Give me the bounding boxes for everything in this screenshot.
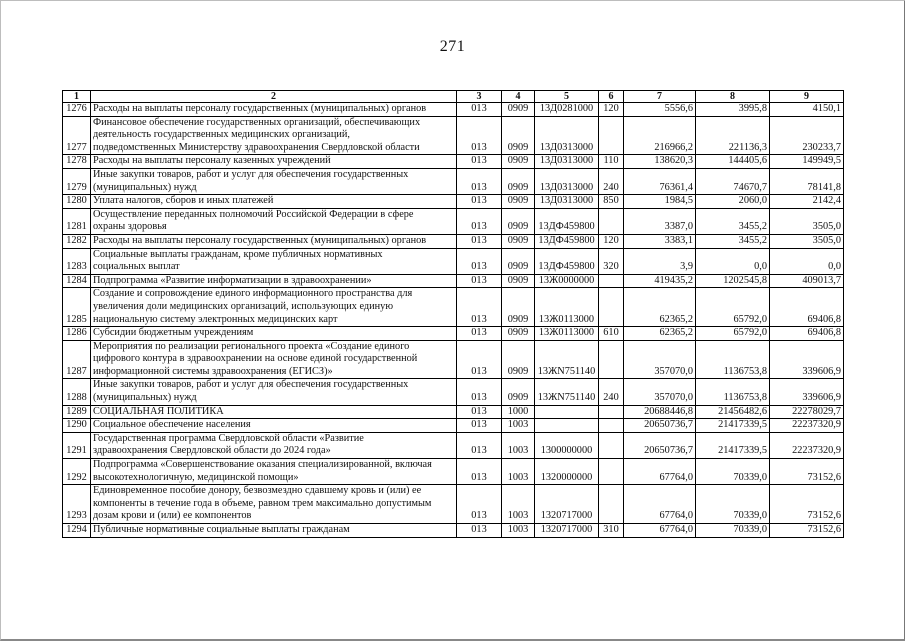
header-cell: 6 xyxy=(599,91,624,103)
row-name xyxy=(91,524,457,538)
row-name xyxy=(91,248,457,274)
row-number: 1286 xyxy=(63,327,91,341)
row-name xyxy=(91,485,457,524)
amount-col8: 21456482,6 xyxy=(696,405,770,419)
page-number: 271 xyxy=(439,38,466,55)
amount-col7: 62365,2 xyxy=(624,288,696,327)
row-name xyxy=(91,168,457,194)
admin-code: 013 xyxy=(457,405,502,419)
section-code: 0909 xyxy=(502,379,535,405)
amount-col7: 20650736,7 xyxy=(624,419,696,433)
row-number: 1278 xyxy=(63,155,91,169)
row-name xyxy=(91,340,457,379)
row-name-line: национальную систему электронных медицинских карт xyxy=(93,313,338,325)
admin-code: 013 xyxy=(457,248,502,274)
target-code: 13Д0313000 xyxy=(535,168,599,194)
amount-col9: 22237320,9 xyxy=(770,419,844,433)
budget-table xyxy=(62,90,844,538)
section-code: 0909 xyxy=(502,168,535,194)
expense-type-code xyxy=(599,419,624,433)
section-code: 1003 xyxy=(502,524,535,538)
row-number: 1291 xyxy=(63,432,91,458)
row-name xyxy=(91,208,457,234)
amount-col7: 1984,5 xyxy=(624,195,696,209)
row-name xyxy=(91,459,457,485)
row-name-line: Единовременное пособие донору, безвозмездно сдавшему кровь и (или) ее xyxy=(93,485,422,497)
target-code: 13Ж0000000 xyxy=(535,274,599,288)
section-code: 0909 xyxy=(502,274,535,288)
amount-col8: 70339,0 xyxy=(696,485,770,524)
expense-type-code xyxy=(599,288,624,327)
admin-code: 013 xyxy=(457,208,502,234)
section-code: 1003 xyxy=(502,432,535,458)
amount-col7: 357070,0 xyxy=(624,340,696,379)
admin-code: 013 xyxy=(457,274,502,288)
row-name xyxy=(91,432,457,458)
header-cell: 1 xyxy=(63,91,91,103)
amount-col7: 357070,0 xyxy=(624,379,696,405)
section-code: 1000 xyxy=(502,405,535,419)
expense-type-code: 110 xyxy=(599,155,624,169)
row-number: 1283 xyxy=(63,248,91,274)
amount-col8: 74670,7 xyxy=(696,168,770,194)
admin-code: 013 xyxy=(457,327,502,341)
section-code: 1003 xyxy=(502,459,535,485)
row-name xyxy=(91,419,457,433)
row-number: 1276 xyxy=(63,103,91,117)
row-name-line: компоненты в течение года в объеме, равном трем максимально допустимым xyxy=(93,497,432,509)
row-number: 1288 xyxy=(63,379,91,405)
target-code: 1320717000 xyxy=(535,524,599,538)
amount-col9: 69406,8 xyxy=(770,327,844,341)
target-code: 13Д0281000 xyxy=(535,103,599,117)
row-name xyxy=(91,234,457,248)
amount-col9: 409013,7 xyxy=(770,274,844,288)
target-code: 1320000000 xyxy=(535,459,599,485)
target-code: 13Д0313000 xyxy=(535,116,599,155)
amount-col9: 69406,8 xyxy=(770,288,844,327)
admin-code: 013 xyxy=(457,288,502,327)
amount-col8: 1136753,8 xyxy=(696,340,770,379)
row-name-line: Иные закупки товаров, работ и услуг для обеспечения государственных xyxy=(93,379,409,391)
section-code: 0909 xyxy=(502,116,535,155)
amount-col9: 73152,6 xyxy=(770,524,844,538)
row-number: 1279 xyxy=(63,168,91,194)
amount-col9: 2142,4 xyxy=(770,195,844,209)
target-code: 13ЖN751140 xyxy=(535,340,599,379)
table-row xyxy=(63,155,844,169)
row-number: 1277 xyxy=(63,116,91,155)
amount-col8: 3455,2 xyxy=(696,234,770,248)
table-row xyxy=(63,327,844,341)
target-code: 13Ж0113000 xyxy=(535,327,599,341)
row-name xyxy=(91,274,457,288)
row-name-line: Субсидии бюджетным учреждениям xyxy=(93,327,254,339)
target-code: 13Ж0113000 xyxy=(535,288,599,327)
row-name xyxy=(91,103,457,117)
admin-code: 013 xyxy=(457,432,502,458)
row-name-line: (муниципальных) нужд xyxy=(93,181,197,193)
row-name-line: Государственная программа Свердловской области «Развитие xyxy=(93,432,364,444)
target-code: 1320717000 xyxy=(535,485,599,524)
amount-col8: 65792,0 xyxy=(696,288,770,327)
table-row xyxy=(63,459,844,485)
header-cell: 5 xyxy=(535,91,599,103)
amount-col7: 216966,2 xyxy=(624,116,696,155)
expense-type-code: 610 xyxy=(599,327,624,341)
section-code: 0909 xyxy=(502,288,535,327)
admin-code: 013 xyxy=(457,459,502,485)
row-name-line: деятельность государственных медицинских организаций, xyxy=(93,129,350,141)
amount-col9: 3505,0 xyxy=(770,234,844,248)
row-name-line: Публичные нормативные социальные выплаты гражданам xyxy=(93,524,350,535)
table-header-row xyxy=(63,91,844,103)
table-row xyxy=(63,103,844,117)
amount-col8: 221136,3 xyxy=(696,116,770,155)
row-name-line: подведомственных Министерству здравоохранения Свердловской области xyxy=(93,141,420,153)
amount-col7: 67764,0 xyxy=(624,524,696,538)
expense-type-code xyxy=(599,459,624,485)
row-name-line: СОЦИАЛЬНАЯ ПОЛИТИКА xyxy=(93,405,224,417)
amount-col7: 5556,6 xyxy=(624,103,696,117)
row-name xyxy=(91,195,457,209)
table-row xyxy=(63,379,844,405)
section-code: 0909 xyxy=(502,208,535,234)
admin-code: 013 xyxy=(457,234,502,248)
row-name-line: Расходы на выплаты персоналу государственных (муниципальных) органов xyxy=(93,234,427,246)
admin-code: 013 xyxy=(457,155,502,169)
table-row xyxy=(63,288,844,327)
target-code: 1300000000 xyxy=(535,432,599,458)
row-number: 1281 xyxy=(63,208,91,234)
header-cell: 9 xyxy=(770,91,844,103)
amount-col7: 3,9 xyxy=(624,248,696,274)
header-cell: 8 xyxy=(696,91,770,103)
expense-type-code: 240 xyxy=(599,379,624,405)
header-cell: 2 xyxy=(91,91,457,103)
amount-col8: 144405,6 xyxy=(696,155,770,169)
row-name-line: информационной системы здравоохранения (ЕГИСЗ)» xyxy=(93,365,333,377)
row-name xyxy=(91,116,457,155)
table-row xyxy=(63,274,844,288)
section-code: 0909 xyxy=(502,248,535,274)
amount-col7: 62365,2 xyxy=(624,327,696,341)
amount-col8: 3455,2 xyxy=(696,208,770,234)
target-code xyxy=(535,419,599,433)
row-name-line: Осуществление переданных полномочий Российской Федерации в сфере xyxy=(93,208,414,220)
table-row xyxy=(63,405,844,419)
row-name xyxy=(91,155,457,169)
row-name-line: высокотехнологичную, медицинской помощи» xyxy=(93,471,299,483)
table-row xyxy=(63,195,844,209)
section-code: 0909 xyxy=(502,103,535,117)
header-cell: 3 xyxy=(457,91,502,103)
section-code: 0909 xyxy=(502,234,535,248)
amount-col7: 67764,0 xyxy=(624,459,696,485)
section-code: 0909 xyxy=(502,327,535,341)
amount-col7: 3383,1 xyxy=(624,234,696,248)
expense-type-code xyxy=(599,274,624,288)
row-number: 1293 xyxy=(63,485,91,524)
row-name-line: Подпрограмма «Развитие информатизации в здравоохранении» xyxy=(93,274,372,286)
row-name-line: Расходы на выплаты персоналу государственных (муниципальных) органов xyxy=(93,103,427,114)
amount-col8: 3995,8 xyxy=(696,103,770,117)
section-code: 1003 xyxy=(502,485,535,524)
amount-col7: 419435,2 xyxy=(624,274,696,288)
admin-code: 013 xyxy=(457,419,502,433)
amount-col8: 1202545,8 xyxy=(696,274,770,288)
table-row xyxy=(63,248,844,274)
row-name-line: здравоохранения Свердловской области до 2024 года» xyxy=(93,445,331,457)
expense-type-code: 320 xyxy=(599,248,624,274)
row-name-line: Социальные выплаты гражданам, кроме публичных нормативных xyxy=(93,248,383,260)
expense-type-code: 310 xyxy=(599,524,624,538)
row-number: 1290 xyxy=(63,419,91,433)
table-row xyxy=(63,234,844,248)
expense-type-code: 240 xyxy=(599,168,624,194)
amount-col8: 21417339,5 xyxy=(696,419,770,433)
amount-col8: 70339,0 xyxy=(696,459,770,485)
target-code: 13ДФ459800 xyxy=(535,234,599,248)
row-name-line: Социальное обеспечение населения xyxy=(93,419,251,431)
target-code: 13ДФ459800 xyxy=(535,248,599,274)
admin-code: 013 xyxy=(457,379,502,405)
row-name-line: социальных выплат xyxy=(93,261,180,273)
row-number: 1282 xyxy=(63,234,91,248)
amount-col9: 339606,9 xyxy=(770,340,844,379)
row-number: 1284 xyxy=(63,274,91,288)
row-name-line: Уплата налогов, сборов и иных платежей xyxy=(93,195,274,207)
target-code: 13Д0313000 xyxy=(535,195,599,209)
row-name-line: Подпрограмма «Совершенствование оказания специализированной, включая xyxy=(93,459,432,471)
amount-col9: 0,0 xyxy=(770,248,844,274)
row-name-line: Мероприятия по реализации регионального проекта «Создание единого xyxy=(93,340,410,352)
row-name xyxy=(91,405,457,419)
admin-code: 013 xyxy=(457,524,502,538)
amount-col9: 339606,9 xyxy=(770,379,844,405)
row-number: 1294 xyxy=(63,524,91,538)
target-code: 13ДФ459800 xyxy=(535,208,599,234)
row-number: 1289 xyxy=(63,405,91,419)
table-row xyxy=(63,485,844,524)
expense-type-code xyxy=(599,116,624,155)
table-row xyxy=(63,116,844,155)
amount-col7: 3387,0 xyxy=(624,208,696,234)
header-cell: 4 xyxy=(502,91,535,103)
target-code: 13ЖN751140 xyxy=(535,379,599,405)
section-code: 0909 xyxy=(502,340,535,379)
row-number: 1285 xyxy=(63,288,91,327)
row-name-line: охраны здоровья xyxy=(93,221,167,233)
amount-col9: 22278029,7 xyxy=(770,405,844,419)
expense-type-code: 120 xyxy=(599,234,624,248)
target-code: 13Д0313000 xyxy=(535,155,599,169)
expense-type-code xyxy=(599,340,624,379)
admin-code: 013 xyxy=(457,116,502,155)
amount-col7: 20650736,7 xyxy=(624,432,696,458)
amount-col9: 149949,5 xyxy=(770,155,844,169)
row-name-line: Создание и сопровождение единого информационного пространства для xyxy=(93,288,413,300)
amount-col7: 67764,0 xyxy=(624,485,696,524)
amount-col7: 138620,3 xyxy=(624,155,696,169)
amount-col9: 4150,1 xyxy=(770,103,844,117)
amount-col9: 3505,0 xyxy=(770,208,844,234)
section-code: 1003 xyxy=(502,419,535,433)
amount-col8: 1136753,8 xyxy=(696,379,770,405)
expense-type-code xyxy=(599,208,624,234)
table-row xyxy=(63,432,844,458)
row-name-line: цифрового контура в здравоохранении на основе единой государственной xyxy=(93,353,418,365)
amount-col7: 76361,4 xyxy=(624,168,696,194)
row-number: 1292 xyxy=(63,459,91,485)
section-code: 0909 xyxy=(502,195,535,209)
amount-col8: 0,0 xyxy=(696,248,770,274)
row-name xyxy=(91,288,457,327)
expense-type-code: 850 xyxy=(599,195,624,209)
admin-code: 013 xyxy=(457,485,502,524)
admin-code: 013 xyxy=(457,340,502,379)
admin-code: 013 xyxy=(457,195,502,209)
row-name-line: Финансовое обеспечение государственных организаций, обеспечивающих xyxy=(93,116,421,128)
row-name xyxy=(91,379,457,405)
amount-col8: 70339,0 xyxy=(696,524,770,538)
expense-type-code xyxy=(599,432,624,458)
amount-col8: 65792,0 xyxy=(696,327,770,341)
row-name-line: (муниципальных) нужд xyxy=(93,392,197,404)
amount-col9: 78141,8 xyxy=(770,168,844,194)
amount-col9: 73152,6 xyxy=(770,485,844,524)
amount-col9: 230233,7 xyxy=(770,116,844,155)
amount-col9: 73152,6 xyxy=(770,459,844,485)
amount-col8: 2060,0 xyxy=(696,195,770,209)
expense-type-code xyxy=(599,485,624,524)
expense-type-code: 120 xyxy=(599,103,624,117)
target-code xyxy=(535,405,599,419)
row-name-line: увеличения доли медицинских организаций, использующих единую xyxy=(93,300,394,312)
admin-code: 013 xyxy=(457,103,502,117)
section-code: 0909 xyxy=(502,155,535,169)
table-row xyxy=(63,208,844,234)
table-body xyxy=(63,103,844,538)
amount-col7: 20688446,8 xyxy=(624,405,696,419)
table-row xyxy=(63,340,844,379)
row-number: 1280 xyxy=(63,195,91,209)
expense-type-code xyxy=(599,405,624,419)
row-number: 1287 xyxy=(63,340,91,379)
row-name-line: Иные закупки товаров, работ и услуг для обеспечения государственных xyxy=(93,168,409,180)
table-row xyxy=(63,168,844,194)
header-cell: 7 xyxy=(624,91,696,103)
amount-col9: 22237320,9 xyxy=(770,432,844,458)
row-name xyxy=(91,327,457,341)
row-name-line: дозам крови и (или) ее компонентов xyxy=(93,510,252,522)
table-row xyxy=(63,524,844,538)
table-row xyxy=(63,419,844,433)
row-name-line: Расходы на выплаты персоналу казенных учреждений xyxy=(93,155,331,167)
admin-code: 013 xyxy=(457,168,502,194)
amount-col8: 21417339,5 xyxy=(696,432,770,458)
